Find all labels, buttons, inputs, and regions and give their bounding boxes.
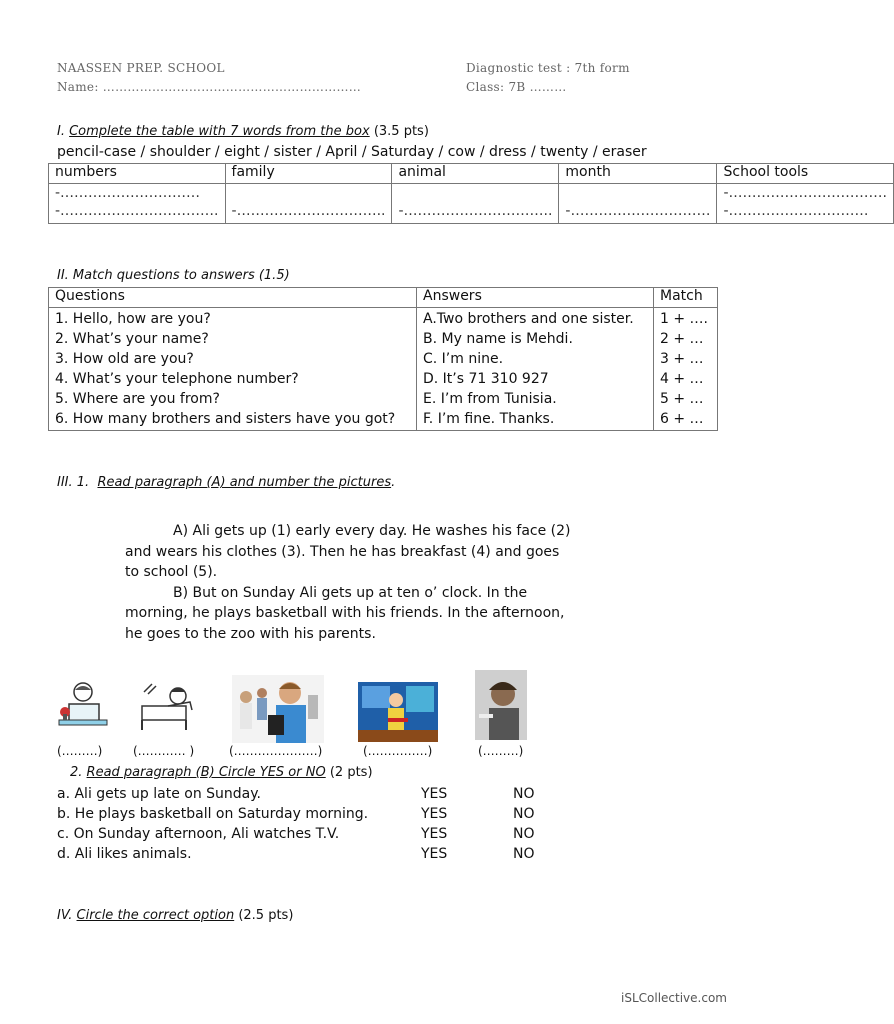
statement: d. Ali likes animals. xyxy=(57,846,192,862)
blank-line: -………………………… xyxy=(565,203,711,219)
col-school-tools: School tools xyxy=(717,164,894,184)
answers-header: Answers xyxy=(417,288,654,308)
q2-points: (2 pts) xyxy=(329,765,373,780)
question: 5. Where are you from? xyxy=(55,391,220,407)
questions-cell xyxy=(49,308,417,431)
table-cell[interactable] xyxy=(392,184,559,224)
question: 6. How many brothers and sisters have you got? xyxy=(55,411,396,427)
statement: b. He plays basketball on Saturday morning. xyxy=(57,806,369,822)
dressing-picture xyxy=(475,670,527,740)
col-family: family xyxy=(225,164,392,184)
table-cell[interactable] xyxy=(559,184,717,224)
part4-number: IV. xyxy=(57,908,73,923)
part3-title: Read paragraph (A) and number the pictures xyxy=(97,475,392,490)
statement: c. On Sunday afternoon, Ali watches T.V. xyxy=(57,826,340,842)
no-option[interactable]: NO xyxy=(513,826,535,842)
answer: D. It’s 71 310 927 xyxy=(423,371,549,387)
no-option[interactable]: NO xyxy=(513,846,535,862)
picture-number-blank[interactable]: (……………) xyxy=(363,744,433,758)
answer: B. My name is Mehdi. xyxy=(423,331,573,347)
para-line: to school (5). xyxy=(125,564,218,580)
blank-line: -……………………………. xyxy=(723,185,887,201)
col-month: month xyxy=(559,164,717,184)
picture-number-blank[interactable]: (………) xyxy=(478,744,524,758)
no-option[interactable]: NO xyxy=(513,806,535,822)
question: 2. What’s your name? xyxy=(55,331,209,347)
part1-title: Complete the table with 7 words from the box xyxy=(69,124,370,139)
word-box: pencil-case / shoulder / eight / sister / April / Saturday / cow / dress / twenty / eraser xyxy=(57,144,647,160)
breakfast-picture xyxy=(55,680,111,736)
table-cell[interactable] xyxy=(717,184,894,224)
match-cell[interactable] xyxy=(654,308,718,431)
blank-line: -………………………… xyxy=(55,185,201,201)
match-header: Match xyxy=(654,288,718,308)
match-blank[interactable]: 2 + … xyxy=(660,331,704,347)
answers-cell xyxy=(417,308,654,431)
no-option[interactable]: NO xyxy=(513,786,535,802)
yes-option[interactable]: YES xyxy=(421,846,448,862)
vocabulary-table xyxy=(48,163,894,224)
part3-number: III. 1. xyxy=(57,475,90,490)
match-blank[interactable]: 5 + … xyxy=(660,391,704,407)
student-name-line: Name: ……………………………………………………… xyxy=(57,80,362,94)
blank-line: -………………………… xyxy=(723,203,869,219)
answer: A.Two brothers and one sister. xyxy=(423,311,634,327)
question: 4. What’s your telephone number? xyxy=(55,371,299,387)
q2-title: Read paragraph (B) Circle YES or NO xyxy=(86,765,326,780)
class-line: Class: 7B ……… xyxy=(466,80,567,94)
reading-paragraph xyxy=(125,521,571,644)
blank-line: -………………………….. xyxy=(398,203,553,219)
picture-number-blank[interactable]: (…………………) xyxy=(229,744,323,758)
yes-option[interactable]: YES xyxy=(421,826,448,842)
washing-picture xyxy=(358,682,438,742)
school-name: NAASSEN PREP. SCHOOL xyxy=(57,61,225,75)
part1-heading xyxy=(57,124,429,139)
matching-table xyxy=(48,287,718,431)
question: 3. How old are you? xyxy=(55,351,194,367)
part2-heading: II. Match questions to answers (1.5) xyxy=(57,268,290,283)
part4-points: (2.5 pts) xyxy=(238,908,294,923)
para-line: A) Ali gets up (1) early every day. He washes his face (2) xyxy=(173,523,571,539)
questions-header: Questions xyxy=(49,288,417,308)
part4-title: Circle the correct option xyxy=(76,908,235,923)
match-blank[interactable]: 6 + … xyxy=(660,411,704,427)
picture-number-blank[interactable]: (………… ) xyxy=(133,744,195,758)
para-line: he goes to the zoo with his parents. xyxy=(125,625,376,642)
para-line: B) But on Sunday Ali gets up at ten o’ clock. In the xyxy=(173,584,528,601)
part1-points: (3.5 pts) xyxy=(373,124,429,139)
answer: E. I’m from Tunisia. xyxy=(423,391,557,407)
match-blank[interactable]: 3 + … xyxy=(660,351,704,367)
col-numbers: numbers xyxy=(49,164,226,184)
watermark: iSLCollective.com xyxy=(621,991,727,1005)
yes-option[interactable]: YES xyxy=(421,786,448,802)
yes-option[interactable]: YES xyxy=(421,806,448,822)
part4-heading xyxy=(57,908,293,923)
statement: a. Ali gets up late on Sunday. xyxy=(57,786,261,802)
part3-period: . xyxy=(391,475,396,490)
blank-line: -……………………………. xyxy=(55,203,219,219)
getting-up-picture xyxy=(138,680,198,736)
para-line: morning, he plays basketball with his friends. In the afternoon, xyxy=(125,605,565,621)
picture-number-blank[interactable]: (………) xyxy=(57,744,103,758)
question: 1. Hello, how are you? xyxy=(55,311,211,327)
col-animal: animal xyxy=(392,164,559,184)
answer: C. I’m nine. xyxy=(423,351,504,367)
match-blank[interactable]: 4 + … xyxy=(660,371,704,387)
para-line: and wears his clothes (3). Then he has breakfast (4) and goes xyxy=(125,543,560,560)
part1-number: I. xyxy=(57,124,65,139)
going-to-school-picture xyxy=(232,675,324,743)
test-title: Diagnostic test : 7th form xyxy=(466,61,630,75)
answer: F. I’m fine. Thanks. xyxy=(423,411,555,427)
match-blank[interactable]: 1 + …. xyxy=(660,311,708,327)
q2-number: 2. xyxy=(70,765,83,780)
part3-heading xyxy=(57,475,395,490)
table-cell[interactable] xyxy=(225,184,392,224)
part3-q2-heading xyxy=(70,765,373,780)
blank-line: -………………………….. xyxy=(231,203,386,219)
table-cell[interactable] xyxy=(49,184,226,224)
